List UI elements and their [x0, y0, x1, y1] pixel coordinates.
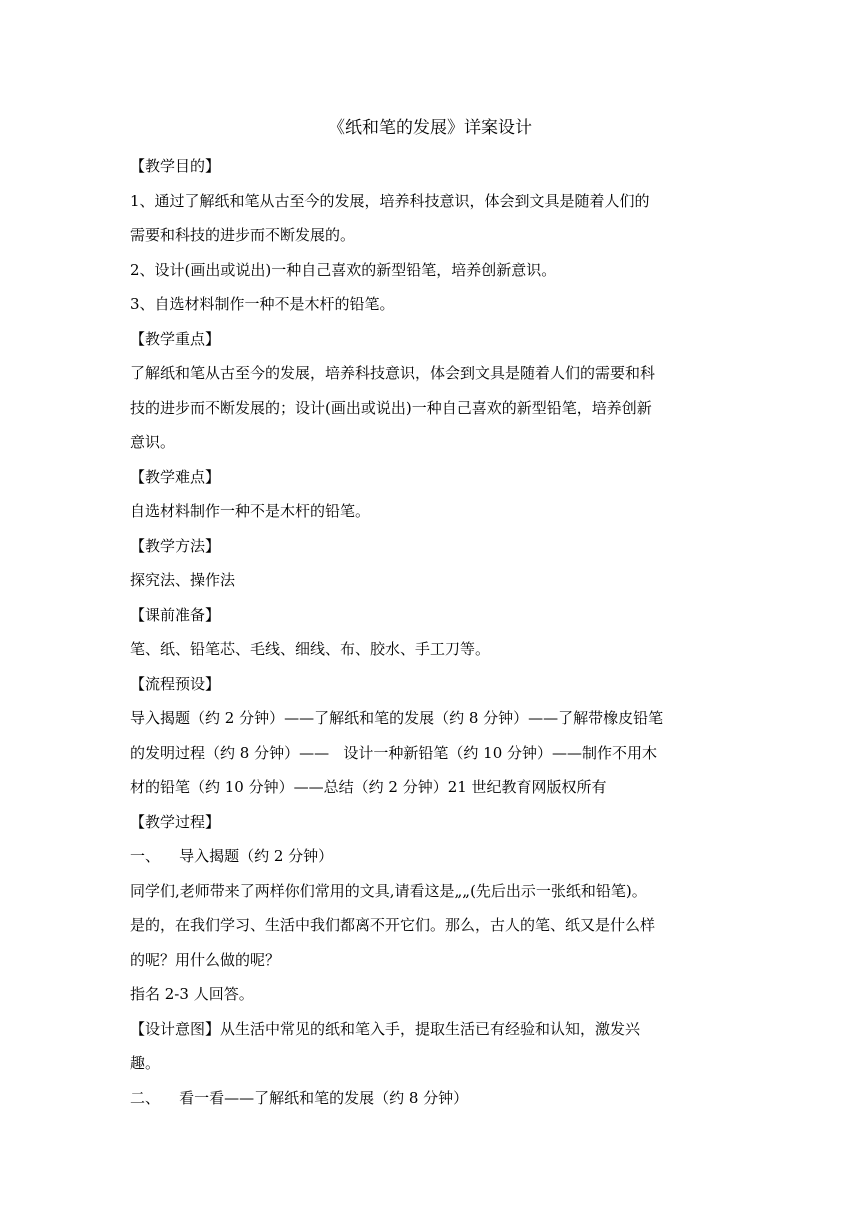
paragraph-line: 指名 2-3 人回答。: [130, 985, 254, 1003]
paragraph-line: 1、通过了解纸和笔从古至今的发展，培养科技意识，体会到文具是随着人们的: [130, 191, 650, 210]
section-heading: 【教学目的】: [130, 157, 221, 175]
paragraph: [130, 977, 730, 1012]
document-body: [130, 149, 730, 1115]
section-heading: 【教学难点】: [130, 467, 221, 486]
paragraph: [130, 494, 730, 529]
paragraph: [130, 184, 730, 253]
paragraph-line: 是的，在我们学习、生活中我们都离不开它们。那么，古人的笔、纸又是什么样: [130, 916, 656, 934]
paragraph: [130, 1081, 730, 1116]
paragraph: [130, 632, 730, 667]
paragraph: [130, 874, 730, 978]
section-heading: 【流程预设】: [130, 674, 221, 693]
paragraph: [130, 839, 730, 874]
document-page: [130, 112, 730, 1115]
paragraph-line: 2、设计(画出或说出)一种自己喜欢的新型铅笔，培养创新意识。: [130, 260, 557, 279]
paragraph-line: 【设计意图】从生活中常见的纸和笔入手，提取生活已有经验和认知，激发兴: [130, 1019, 641, 1038]
paragraph-line: 探究法、操作法: [130, 571, 236, 589]
paragraph-line: 技的进步而不断发展的；设计(画出或说出)一种自己喜欢的新型铅笔，培养创新: [130, 398, 652, 417]
paragraph-line: 笔、纸、铅笔芯、毛线、细线、布、胶水、手工刀等。: [130, 640, 491, 658]
paragraph-line: 需要和科技的进步而不断发展的。: [130, 226, 356, 244]
paragraph-line: 二、 看一看——了解纸和笔的发展（约 8 分钟）: [130, 1088, 469, 1107]
paragraph-line: 同学们,老师带来了两样你们常用的文具,请看这是„„(先后出示一张纸和铅笔)。: [130, 881, 647, 900]
paragraph: [130, 253, 730, 288]
section-heading: 【教学过程】: [130, 812, 221, 831]
paragraph-line: 的发明过程（约 8 分钟）—— 设计一种新铅笔（约 10 分钟）——制作不用木: [130, 743, 658, 762]
paragraph-line: 3、自选材料制作一种不是木杆的铅笔。: [130, 295, 395, 313]
section-heading: 【教学重点】: [130, 329, 221, 348]
paragraph: [130, 287, 730, 322]
paragraph-line: 自选材料制作一种不是木杆的铅笔。: [130, 502, 371, 520]
paragraph-line: 一、 导入揭题（约 2 分钟）: [130, 847, 334, 865]
paragraph-line: 了解纸和笔从古至今的发展，培养科技意识，体会到文具是随着人们的需要和科: [130, 364, 656, 382]
paragraph-line: 材的铅笔（约 10 分钟）——总结（约 2 分钟）21 世纪教育网版权所有: [130, 778, 607, 796]
section-heading: 【课前准备】: [130, 605, 221, 624]
paragraph: [130, 1012, 730, 1081]
paragraph-line: 的呢？用什么做的呢？: [130, 950, 281, 969]
paragraph-line: 趣。: [130, 1054, 161, 1072]
paragraph-line: 意识。: [130, 433, 176, 451]
paragraph: [130, 563, 730, 598]
paragraph: [130, 701, 730, 805]
paragraph-line: 导入揭题（约 2 分钟）——了解纸和笔的发展（约 8 分钟）——了解带橡皮铅笔: [130, 709, 664, 727]
section-heading: 【教学方法】: [130, 536, 221, 555]
paragraph: [130, 356, 730, 460]
document-title: 《纸和笔的发展》详案设计: [328, 118, 532, 138]
